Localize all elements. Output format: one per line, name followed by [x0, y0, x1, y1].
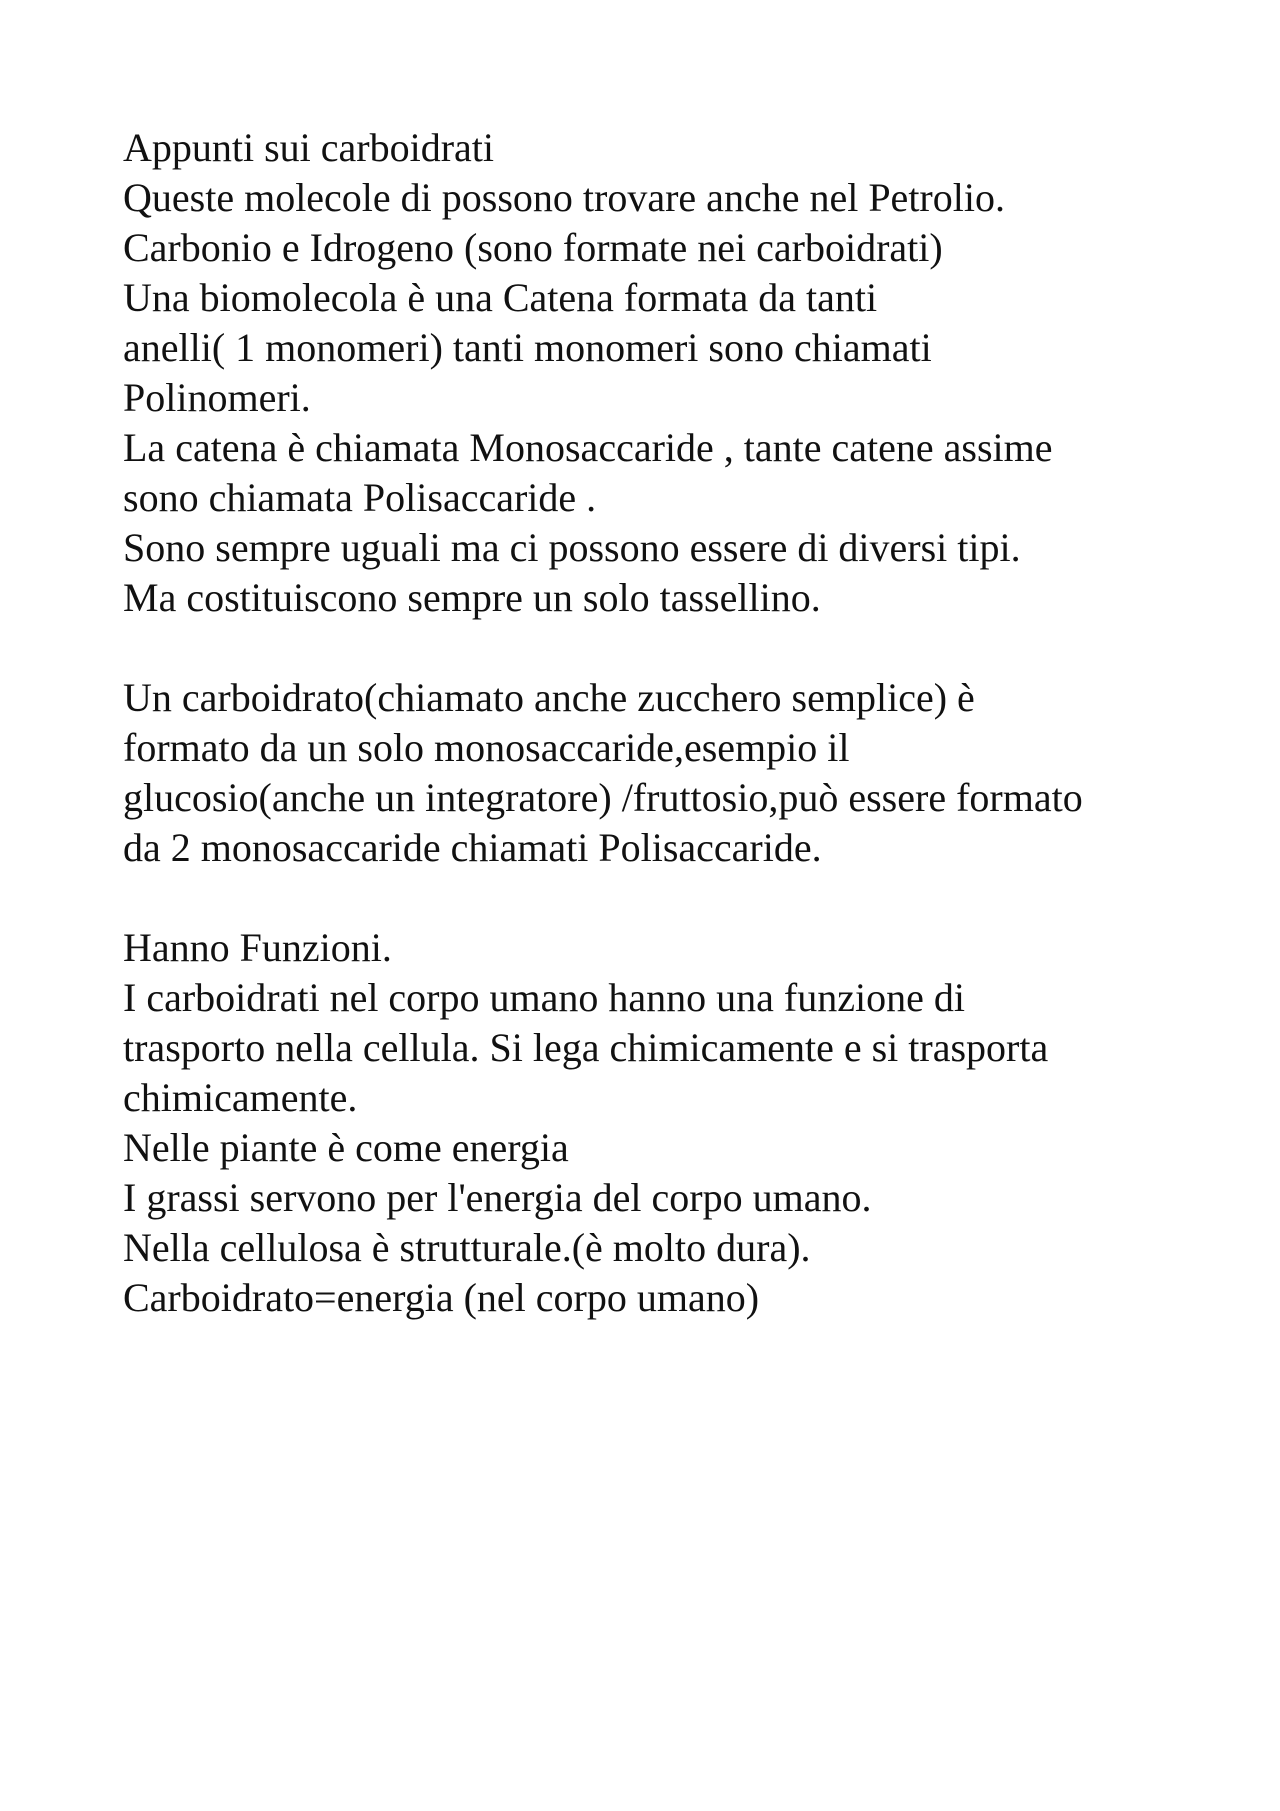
text-line: anelli( 1 monomeri) tanti monomeri sono chiamati	[123, 325, 932, 370]
section-heading: Hanno Funzioni.	[123, 925, 392, 970]
document-text	[123, 123, 1243, 1323]
paragraph-gap	[123, 873, 1243, 923]
text-line: Polinomeri.	[123, 375, 311, 420]
text-line: da 2 monosaccaride chiamati Polisaccaride.	[123, 825, 822, 870]
text-line: I carboidrati nel corpo umano hanno una funzione di	[123, 975, 965, 1020]
text-line: Carboidrato=energia (nel corpo umano)	[123, 1275, 760, 1320]
text-line: La catena è chiamata Monosaccaride , tante catene assime	[123, 425, 1053, 470]
text-line: Carbonio e Idrogeno (sono formate nei carboidrati)	[123, 225, 943, 270]
text-line: Sono sempre uguali ma ci possono essere di diversi tipi.	[123, 525, 1021, 570]
text-line: Un carboidrato(chiamato anche zucchero semplice) è	[123, 675, 975, 720]
paragraph-gap	[123, 623, 1243, 673]
text-line: formato da un solo monosaccaride,esempio il	[123, 725, 850, 770]
text-line: Nelle piante è come energia	[123, 1125, 569, 1170]
text-line: glucosio(anche un integratore) /fruttosio,può essere formato	[123, 775, 1083, 820]
text-line: Queste molecole di possono trovare anche nel Petrolio.	[123, 175, 1005, 220]
text-line: I grassi servono per l'energia del corpo umano.	[123, 1175, 872, 1220]
text-line: Nella cellulosa è strutturale.(è molto dura).	[123, 1225, 811, 1270]
text-line: chimicamente.	[123, 1075, 358, 1120]
text-line: sono chiamata Polisaccaride .	[123, 475, 597, 520]
text-line: Una biomolecola è una Catena formata da tanti	[123, 275, 878, 320]
text-line: trasporto nella cellula. Si lega chimicamente e si trasporta	[123, 1025, 1049, 1070]
text-line: Ma costituiscono sempre un solo tassellino.	[123, 575, 821, 620]
document-title: Appunti sui carboidrati	[123, 125, 495, 170]
